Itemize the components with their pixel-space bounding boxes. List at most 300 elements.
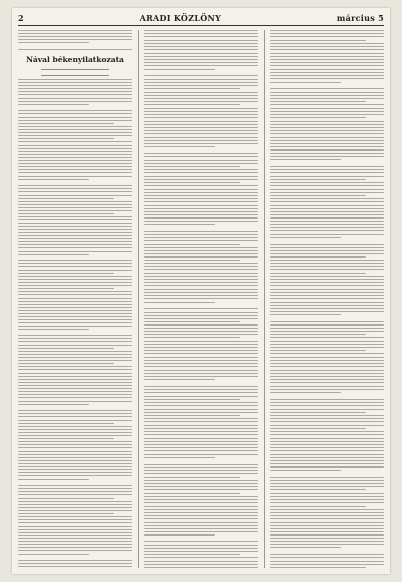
text-line (270, 172, 384, 173)
text-line (270, 321, 384, 322)
text-line (144, 156, 258, 157)
text-line (144, 244, 240, 245)
text-line (144, 49, 258, 50)
text-line (18, 501, 132, 502)
header-rule (18, 25, 384, 26)
text-line (270, 185, 384, 186)
text-line (144, 231, 258, 232)
masthead-title: ARADI KÖZLÖNY (139, 13, 222, 23)
text-line (18, 369, 132, 370)
text-line (18, 338, 132, 339)
text-line (144, 545, 258, 546)
text-line (270, 46, 384, 47)
text-line (270, 114, 384, 115)
text-line (270, 389, 384, 390)
text-line (270, 143, 384, 144)
text-line (270, 483, 384, 484)
text-line (270, 438, 384, 439)
text-line (270, 547, 341, 548)
text-line (270, 56, 384, 57)
text-line (144, 409, 258, 410)
text-line (144, 425, 258, 426)
text-line (18, 244, 132, 245)
text-line (270, 405, 384, 406)
text-line (144, 493, 240, 494)
text-line (270, 266, 384, 267)
text-line (270, 253, 384, 254)
text-line (144, 324, 258, 325)
text-line (144, 217, 258, 218)
text-line (144, 554, 240, 555)
text-line (18, 310, 132, 311)
text-line (18, 123, 114, 124)
text-line (270, 179, 366, 180)
text-line (270, 328, 384, 329)
text-line (144, 237, 258, 238)
text-line (18, 219, 132, 220)
text-line (18, 423, 114, 424)
text-line (144, 386, 258, 387)
text-line (144, 111, 258, 112)
text-line (270, 124, 384, 125)
text-line (144, 454, 258, 455)
text-line (270, 237, 341, 238)
paragraph-gap (270, 240, 384, 241)
text-line (144, 464, 258, 465)
paragraph-gap (18, 407, 132, 408)
text-line (144, 260, 240, 261)
text-line (144, 321, 240, 322)
text-line (270, 544, 384, 545)
text-line (18, 148, 132, 149)
text-line (144, 195, 258, 196)
text-line (270, 311, 384, 312)
paragraph-gap (270, 473, 384, 474)
text-line (270, 454, 384, 455)
text-line (144, 312, 258, 313)
text-line (144, 564, 258, 565)
text-line (144, 431, 258, 432)
text-line (18, 516, 132, 517)
text-line (144, 169, 258, 170)
text-line (18, 263, 132, 264)
headline-subline (41, 75, 109, 76)
text-line (270, 260, 384, 261)
text-line (270, 208, 384, 209)
text-line (18, 247, 132, 248)
text-line (18, 113, 132, 114)
text-line (18, 385, 132, 386)
text-line (270, 192, 384, 193)
text-line (270, 234, 384, 235)
text-line (18, 135, 132, 136)
text-line (144, 253, 258, 254)
text-line (18, 145, 132, 146)
text-line (18, 498, 114, 499)
text-line (18, 39, 132, 40)
text-line (18, 30, 132, 31)
text-line (144, 399, 240, 400)
text-line (18, 288, 114, 289)
text-line (144, 561, 258, 562)
text-line (270, 127, 384, 128)
text-line (270, 425, 384, 426)
text-line (270, 477, 384, 478)
text-line (18, 204, 132, 205)
text-line (144, 46, 258, 47)
text-line (144, 447, 258, 448)
paragraph-gap (144, 149, 258, 150)
text-line (270, 227, 384, 228)
text-line (18, 404, 89, 405)
column-1 (18, 30, 132, 568)
text-line (18, 357, 132, 358)
text-line (270, 78, 384, 79)
text-line (18, 110, 132, 111)
text-line (270, 382, 384, 383)
text-line (270, 308, 384, 309)
text-line (144, 79, 258, 80)
page-number: 2 (18, 13, 24, 23)
text-line (270, 224, 384, 225)
text-line (270, 159, 341, 160)
text-line (144, 415, 240, 416)
text-line (144, 477, 240, 478)
text-line (18, 366, 132, 367)
text-line (144, 211, 258, 212)
text-line (144, 557, 258, 558)
paragraph-gap (18, 482, 132, 483)
text-line (144, 256, 258, 257)
text-line (144, 143, 258, 144)
text-line (270, 108, 384, 109)
text-line (270, 62, 384, 63)
text-line (18, 285, 132, 286)
text-line (18, 538, 132, 539)
text-line (144, 360, 258, 361)
text-line (144, 69, 215, 70)
text-line (270, 250, 384, 251)
text-line (18, 260, 132, 261)
text-line (270, 65, 384, 66)
text-line (270, 463, 384, 464)
text-line (270, 214, 384, 215)
text-line (144, 541, 258, 542)
text-line (18, 388, 132, 389)
text-line (270, 376, 384, 377)
text-line (270, 412, 366, 413)
text-line (270, 518, 384, 519)
text-line (270, 256, 366, 257)
text-line (270, 480, 384, 481)
text-line (18, 304, 132, 305)
text-line (270, 92, 384, 93)
text-line (270, 528, 384, 529)
text-line (18, 276, 132, 277)
text-line (18, 494, 132, 495)
text-line (144, 534, 215, 535)
text-line (18, 373, 132, 374)
text-line (270, 522, 384, 523)
text-line (270, 366, 384, 367)
text-line (270, 379, 384, 380)
text-line (144, 214, 258, 215)
text-line (18, 329, 89, 330)
paragraph-gap (18, 332, 132, 333)
text-line (18, 454, 132, 455)
text-line (270, 341, 384, 342)
text-line (270, 415, 384, 416)
text-line (18, 363, 114, 364)
text-line (144, 153, 258, 154)
text-line (18, 401, 132, 402)
text-line (18, 238, 132, 239)
text-line (144, 114, 258, 115)
text-line (144, 266, 258, 267)
text-line (144, 350, 258, 351)
text-line (18, 166, 132, 167)
text-line (270, 295, 384, 296)
text-line (270, 140, 384, 141)
text-line (270, 496, 384, 497)
text-line (144, 224, 215, 225)
text-line (144, 370, 258, 371)
text-line (144, 457, 215, 458)
text-line (18, 326, 132, 327)
text-line (144, 418, 258, 419)
text-line (270, 444, 384, 445)
text-line (144, 379, 215, 380)
text-line (144, 467, 258, 468)
text-line (144, 208, 258, 209)
text-line (144, 421, 258, 422)
text-line (18, 270, 132, 271)
text-line (270, 460, 384, 461)
text-line (144, 480, 258, 481)
text-line (144, 438, 258, 439)
text-line (270, 117, 366, 118)
text-line (144, 347, 258, 348)
text-line (270, 337, 384, 338)
text-line (270, 447, 384, 448)
text-line (270, 156, 384, 157)
text-line (144, 92, 258, 93)
text-line (18, 241, 132, 242)
text-line (18, 391, 132, 392)
text-line (144, 308, 258, 309)
text-line (18, 85, 132, 86)
text-line (270, 431, 384, 432)
text-line (18, 216, 132, 217)
text-line (270, 95, 384, 96)
text-line (270, 353, 384, 354)
text-line (18, 491, 132, 492)
text-line (270, 195, 366, 196)
text-line (270, 121, 384, 122)
text-line (270, 276, 384, 277)
text-line (270, 450, 384, 451)
text-line (270, 198, 384, 199)
text-line (144, 515, 258, 516)
text-line (18, 394, 132, 395)
article-headline: Nával békenyilatkozata (26, 55, 124, 65)
paragraph-gap (270, 395, 384, 396)
text-line (18, 510, 132, 511)
paragraph-gap (270, 162, 384, 163)
text-line (18, 547, 132, 548)
text-line (144, 470, 258, 471)
text-line (144, 279, 258, 280)
text-line (18, 188, 132, 189)
text-line (18, 435, 132, 436)
text-line (144, 205, 258, 206)
text-line (270, 137, 384, 138)
text-line (18, 232, 132, 233)
text-line (270, 409, 384, 410)
text-line (144, 357, 258, 358)
text-line (144, 341, 258, 342)
text-line (144, 124, 258, 125)
text-line (270, 211, 384, 212)
text-line (144, 163, 258, 164)
text-line (144, 376, 258, 377)
text-line (270, 557, 384, 558)
text-line (144, 108, 258, 109)
text-line (18, 91, 132, 92)
text-line (18, 120, 132, 121)
text-line (144, 525, 258, 526)
text-line (144, 302, 215, 303)
text-line (270, 146, 384, 147)
text-line (270, 69, 384, 70)
text-line (270, 534, 384, 535)
text-line (270, 111, 384, 112)
text-line (270, 98, 384, 99)
text-line (18, 322, 132, 323)
text-line (18, 354, 132, 355)
text-line (18, 49, 132, 50)
text-line (270, 40, 366, 41)
text-line (144, 444, 258, 445)
issue-date: március 5 (336, 13, 384, 23)
text-line (270, 344, 384, 345)
text-line (144, 289, 258, 290)
text-line (18, 213, 114, 214)
text-line (144, 189, 258, 190)
paragraph-gap (18, 107, 132, 108)
text-line (144, 121, 258, 122)
text-line (18, 475, 132, 476)
text-line (18, 301, 132, 302)
text-line (270, 363, 384, 364)
text-line (144, 62, 258, 63)
text-line (18, 98, 132, 99)
text-line (18, 360, 132, 361)
text-line (144, 240, 258, 241)
text-line (144, 201, 258, 202)
text-line (18, 522, 132, 523)
text-line (270, 399, 384, 400)
text-line (18, 532, 132, 533)
text-line (144, 98, 258, 99)
paragraph-gap (18, 257, 132, 258)
text-line (18, 345, 132, 346)
text-line (18, 479, 89, 480)
text-line (144, 450, 258, 451)
text-line (270, 43, 384, 44)
text-line (18, 104, 89, 105)
text-line (144, 441, 258, 442)
text-line (144, 59, 258, 60)
text-line (270, 466, 384, 467)
text-line (144, 344, 258, 345)
text-line (18, 335, 132, 336)
text-line (144, 337, 240, 338)
text-line (270, 493, 384, 494)
text-line (144, 176, 258, 177)
text-line (18, 132, 132, 133)
text-line (18, 138, 114, 139)
paragraph-gap (270, 85, 384, 86)
text-line (18, 429, 132, 430)
text-line (18, 319, 132, 320)
text-line (270, 201, 384, 202)
text-line (144, 65, 258, 66)
text-line (270, 230, 384, 231)
text-line (18, 410, 132, 411)
text-line (270, 331, 384, 332)
running-head (18, 12, 384, 24)
text-line (270, 324, 384, 325)
text-line (270, 489, 366, 490)
paragraph-gap (144, 72, 258, 73)
text-line (18, 298, 132, 299)
text-line (18, 141, 132, 142)
text-line (144, 328, 258, 329)
text-line (18, 36, 132, 37)
text-line (18, 201, 132, 202)
text-line (144, 496, 258, 497)
text-line (144, 392, 258, 393)
text-line (18, 451, 132, 452)
text-line (144, 250, 258, 251)
text-line (270, 434, 384, 435)
text-line (18, 560, 132, 561)
text-line (270, 418, 384, 419)
newspaper-page (12, 8, 390, 574)
text-line (144, 75, 258, 76)
text-line (144, 405, 258, 406)
text-line (270, 428, 366, 429)
text-line (18, 457, 132, 458)
text-line (270, 441, 384, 442)
text-line (270, 386, 384, 387)
text-line (144, 506, 258, 507)
text-line (270, 221, 384, 222)
text-line (18, 563, 132, 564)
text-line (18, 207, 132, 208)
text-line (270, 72, 384, 73)
text-line (144, 334, 258, 335)
text-line (18, 554, 89, 555)
text-line (270, 169, 384, 170)
text-line (18, 82, 132, 83)
text-line (144, 30, 258, 31)
text-line (144, 137, 258, 138)
text-line (144, 179, 258, 180)
text-line (18, 513, 114, 514)
text-line (270, 289, 384, 290)
